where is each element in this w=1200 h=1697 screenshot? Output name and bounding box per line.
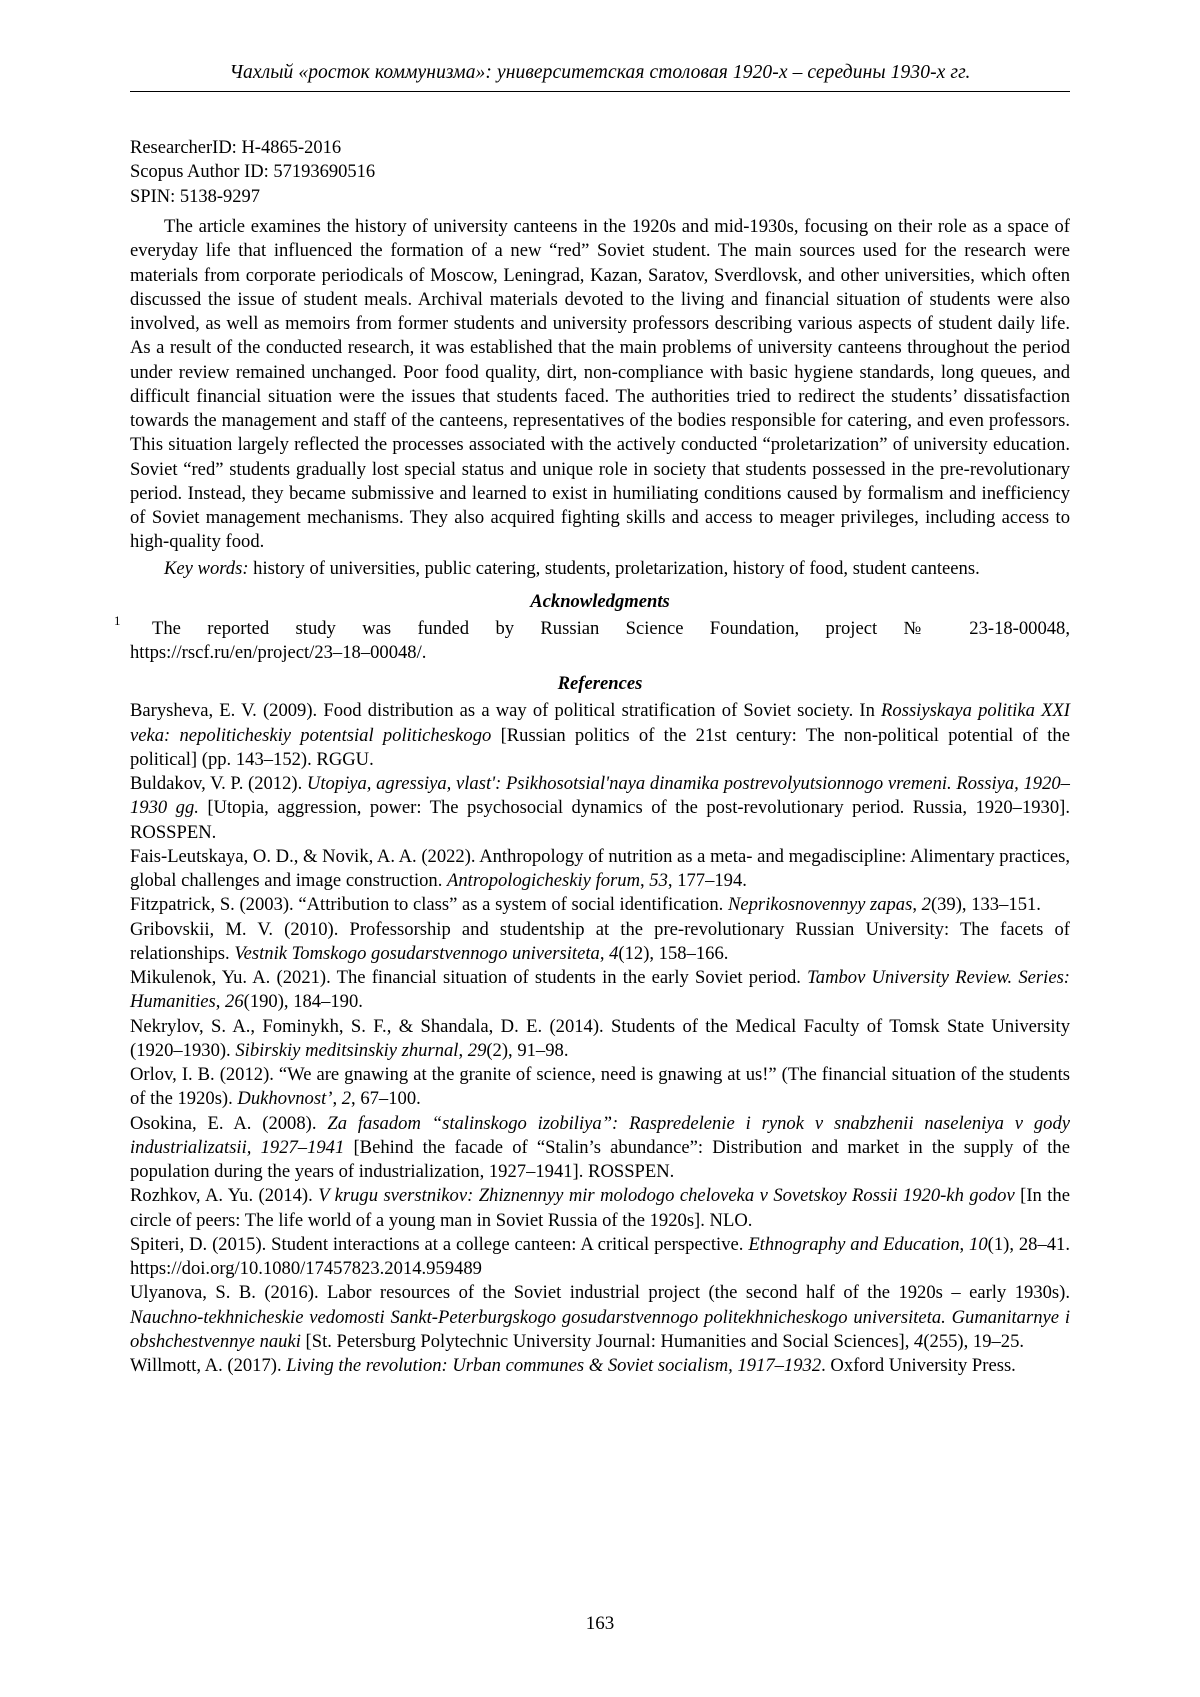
acknowledgments-line-2: https://rscf.ru/en/project/23–18–00048/. xyxy=(130,642,427,664)
reference-item: Rozhkov, A. Yu. (2014). V krugu sverstnikov: Zhiznennyy mir molodogo cheloveka v Sovetskoy Rossii 1920-kh godov [In the circle of peers: The life world of a young man in Soviet Russia of the 1920s]. NLO. xyxy=(130,1185,1070,1231)
reference-item: Mikulenok, Yu. A. (2021). The financial situation of students in the early Soviet period. Tambov University Review. Series: Humanities, 26(190), 184–190. xyxy=(130,967,1071,1013)
reference-item: Osokina, E. A. (2008). Za fasadom “stalinskogo izobiliya”: Raspredelenie i rynok v snabzhenii naseleniya v gody industrializatsii, 1927–1941 [Behind the facade of “Stalin’s abundance”: Distribution and market in the supply of the population during the years of industrialization, 1927–1941]. ROSSPEN. xyxy=(130,1112,1070,1183)
page-number: 163 xyxy=(585,1613,615,1634)
spin-id: SPIN: 5138-9297 xyxy=(130,186,261,207)
researcher-id: ResearcherID: H-4865-2016 xyxy=(130,138,342,158)
author-identifiers xyxy=(130,136,1070,209)
reference-item: Fais-Leutskaya, O. D., & Novik, A. A. (2022). Anthropology of nutrition as a meta- and megadiscipline: Alimentary practices, global challenges and image construction. Antropologicheskiy forum, 53, 177–194. xyxy=(130,845,1070,892)
acknowledgments-text xyxy=(114,612,1070,665)
keywords-label: Key words: xyxy=(164,557,249,579)
reference-item: Nekrylov, S. A., Fominykh, S. F., & Shandala, D. E. (2014). Students of the Medical Faculty of Tomsk State University (1920–1930). Sibirskiy meditsinskiy zhurnal, 29(2), 91–98. xyxy=(130,1015,1070,1061)
references-heading: References xyxy=(557,673,643,695)
abstract-paragraph: The article examines the history of university canteens in the 1920s and mid-1930s, focusing on their role as a space of everyday life that influenced the formation of a new “red” Soviet student. The main sources used for the research were materials from corporate periodicals of Moscow, Leningrad, Kazan, Saratov, Sverdlovsk, and other universities, which often discussed the issue of student meals. Archival materials devoted to the living and financial situation of students were also involved, as well as memoirs from former students and university professors describing various aspects of student daily life. As a result of the conducted research, it was established that the main problems of university canteens throughout the period under review remained unchanged. Poor food quality, dirt, non-compliance with basic hygiene standards, long queues, and difficult financial situation were the issues that students faced. The authorities tried to redirect the students’ dissatisfaction towards the management and staff of the canteens, representatives of the bodies responsible for catering, and even professors. This situation largely reflected the processes associated with the actively conducted “proletarization” of university education. Soviet “red” students gradually lost special status and unique role in society that students possessed in the pre-revolutionary period. Instead, they became submissive and learned to exist in humiliating conditions caused by formalism and inefficiency of Soviet management mechanisms. They also acquired fighting skills and access to meager privileges, including access to high-quality food. xyxy=(130,216,1070,553)
acknowledgments-line-1: The reported study was funded by Russian Science Foundation, project № 23-18-00048, xyxy=(152,617,1070,639)
reference-item: Ulyanova, S. B. (2016). Labor resources of the Soviet industrial project (the second half of the 1920s – early 1930s). Nauchno-tekhnicheskie vedomosti Sankt-Peterburgskogo gosudarstvennogo politekhnicheskogo universiteta. Gumanitarnye i obshchestvennye nauki [St. Petersburg Polytechnic University Journal: Humanities and Social Sciences], 4(255), 19–25. xyxy=(130,1282,1070,1352)
reference-item: Buldakov, V. P. (2012). Utopiya, agressiya, vlast': Psikhosotsial'naya dinamika postrevolyutsionnogo vremeni. Rossiya, 1920–1930 gg. [Utopia, aggression, power: The psychosocial dynamics of the post-revolutionary period. Russia, 1920–1930]. ROSSPEN. xyxy=(130,773,1070,843)
references-list xyxy=(130,699,1070,1378)
reference-item: Willmott, A. (2017). Living the revolution: Urban communes & Soviet socialism, 1917–1932. Oxford University Press. xyxy=(130,1355,1016,1377)
keywords-text: history of universities, public catering, students, proletarization, history of food, student canteens. xyxy=(248,557,980,579)
reference-item: Orlov, I. B. (2012). “We are gnawing at the granite of science, need is gnawing at us!” (The financial situation of the students of the 1920s). Dukhovnost’, 2, 67–100. xyxy=(130,1064,1070,1110)
scopus-author-id: Scopus Author ID: 57193690516 xyxy=(130,162,376,183)
reference-item: Gribovskii, M. V. (2010). Professorship and studentship at the pre-revolutionary Russian University: The facets of relationships. Vestnik Tomskogo gosudarstvennogo universiteta, 4(12), 158–166. xyxy=(130,918,1070,964)
running-head: Чахлый «росток коммунизма»: университетская столовая 1920-х – середины 1930-х гг. xyxy=(130,62,1070,92)
acknowledgments-heading: Acknowledgments xyxy=(530,590,670,612)
keywords-paragraph xyxy=(130,557,1070,581)
footnote-marker: 1 xyxy=(114,612,121,628)
reference-item: Barysheva, E. V. (2009). Food distribution as a way of political stratification of Soviet society. In Rossiyskaya politika XXI veka: nepoliticheskiy potentsial politicheskogo [Russian politics of the 21st century: The non-political potential of the political] (pp. 143–152). RGGU. xyxy=(130,700,1070,770)
reference-item: Fitzpatrick, S. (2003). “Attribution to class” as a system of social identification. Neprikosnovennyy zapas, 2(39), 133–151. xyxy=(130,894,1041,916)
reference-item: Spiteri, D. (2015). Student interactions at a college canteen: A critical perspective. Ethnography and Education, 10(1), 28–41. https://doi.org/10.1080/17457823.2014.959489 xyxy=(130,1233,1070,1280)
